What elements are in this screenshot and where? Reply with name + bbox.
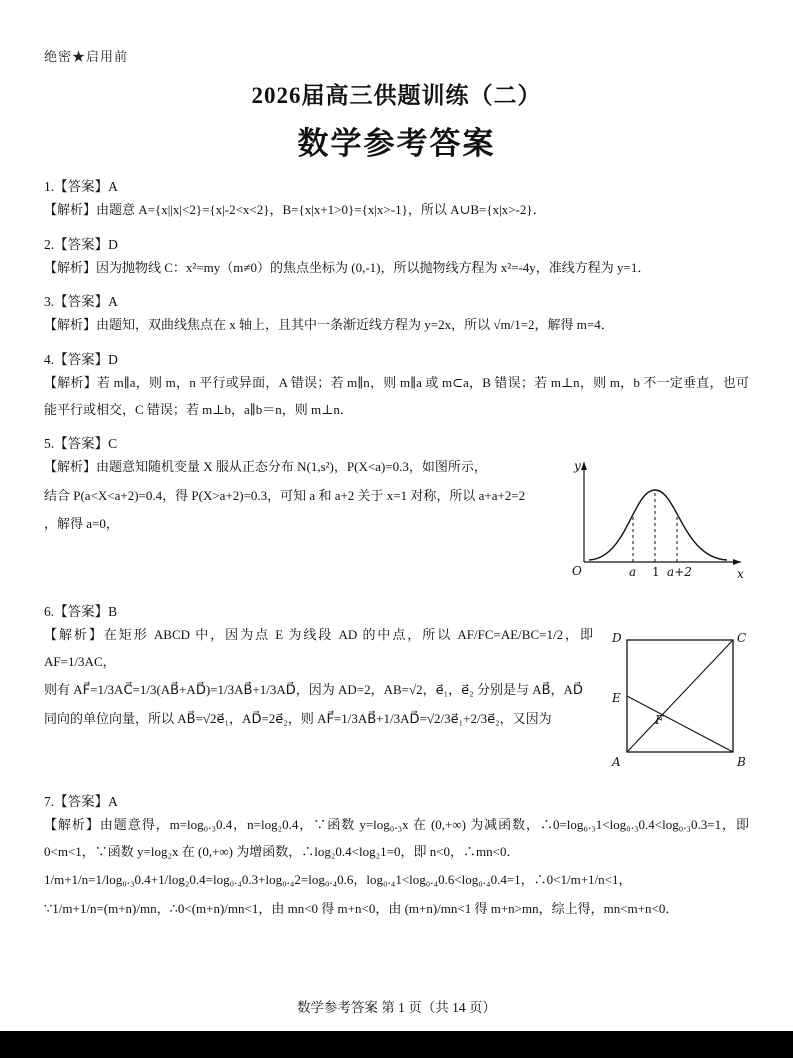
answer-line: 7.【答案】A (44, 794, 118, 810)
analysis-paragraph: 【解析】若 m∥a，则 m，n 平行或异面，A 错误；若 m∥n，则 m∥a 或 m⊂a，B 错误；若 m⊥n，则 m，b 不一定垂直，也可能平行或相交，C 错误；若 m⊥b，a∥b＝n，则 m⊥n． (44, 374, 749, 417)
analysis-paragraph: 【解析】由题意知随机变量 X 服从正态分布 N(1,s²)，P(X<a)=0.3，如图所示， (44, 459, 487, 475)
answer-line: 3.【答案】A (44, 294, 118, 310)
normal-distribution-figure (559, 454, 749, 587)
question-1 (44, 175, 749, 224)
analysis-paragraph: 【解析】由题意得，m=log₀.₃0.4，n=log₂0.4，∵函数 y=log₀.₃x 在 (0,+∞) 为减函数，∴0=log₀.₃1<log₀.₃0.4<log₀.₃0.3=1，即 0<m<1，∵函数 y=log₂x 在 (0,+∞) 为增函数，∴log₂0.4<log₂1=0，即 n<0，∴mn<0． (44, 817, 749, 859)
tick-a-label: a (629, 565, 637, 580)
point-F-label: F (655, 713, 664, 728)
tick-1-label: 1 (652, 565, 660, 580)
point-E-label: E (612, 691, 621, 706)
answer-line: 5.【答案】C (44, 436, 118, 452)
analysis-paragraph: 【解析】由题意 A={x||x|<2}={x|-2<x<2}，B={x|x+1>0}={x|x>-1}，所以 A∪B={x|x>-2}． (44, 202, 546, 217)
corner-D-label: D (612, 631, 622, 646)
security-note: 绝密★启用前 (44, 49, 129, 64)
origin-label: O (572, 564, 582, 579)
analysis-paragraph: ，解得 a=0， (44, 516, 119, 532)
page-footer: 数学参考答案 第 1 页（共 14 页） (296, 1000, 497, 1015)
question-4 (44, 348, 749, 423)
corner-C-label: C (737, 631, 747, 646)
analysis-paragraph: 则有 AF⃗=1/3AC⃗=1/3(AB⃗+AD⃗)=1/3AB⃗+1/3AD⃗，因为 AD=2，AB=√2，e⃗₁，e⃗₂ 分别是与 AB⃗，AD⃗ (44, 682, 583, 698)
bottom-black-bar (0, 1031, 793, 1058)
y-axis-label: y (574, 459, 581, 474)
question-3 (44, 290, 749, 339)
answer-line: 1.【答案】A (44, 179, 118, 194)
answer-line: 6.【答案】B (44, 604, 118, 620)
analysis-paragraph: 结合 P(a<X<a+2)=0.4，得 P(X>a+2)=0.3，可知 a 和 a+2 关于 x=1 对称，所以 a+a+2=2 (44, 487, 526, 503)
corner-B-label: B (737, 755, 746, 770)
analysis-paragraph: 【解析】在矩形 ABCD 中，因为点 E 为线段 AD 的中点，所以 AF/FC=AE/BC=1/2，即 AF=1/3AC， (44, 627, 593, 669)
rectangle-figure (607, 622, 749, 777)
analysis-paragraph: 【解析】因为抛物线 C：x²=my（m≠0）的焦点坐标为 (0,-1)，所以抛物线方程为 x²=-4y，准线方程为 y=1． (44, 259, 651, 275)
question-7 (44, 790, 749, 923)
question-2 (44, 233, 749, 282)
analysis-paragraph: 同向的单位向量，所以 AB⃗=√2e⃗₁，AD⃗=2e⃗₂，则 AF⃗=1/3AB⃗+1/3AD⃗=√2/3e⃗₁+2/3e⃗₂，又因为 (44, 711, 552, 727)
tick-a2-label: a+2 (667, 565, 692, 580)
page-title: 2026届高三供题训练（二） (251, 83, 542, 108)
corner-A-label: A (612, 755, 621, 770)
x-axis-label: x (737, 567, 744, 582)
analysis-paragraph: 1/m+1/n=1/log₀.₃0.4+1/log₂0.4=log₀.₄0.3+log₀.₄2=log₀.₄0.6，log₀.₄1<log₀.₄0.6<log₀.₄0.4=1，∴0<1/m+1/n<1， (44, 872, 632, 888)
analysis-paragraph: ∵1/m+1/n=(m+n)/mn，∴0<(m+n)/mn<1，由 mn<0 得 m+n<0，由 (m+n)/mn<1 得 m+n>mn，综上得，mn<m+n<0． (44, 901, 679, 917)
analysis-paragraph: 【解析】由题知，双曲线焦点在 x 轴上，且其中一条渐近线方程为 y=2x，所以 √m/1=2，解得 m=4． (44, 317, 614, 333)
answer-line: 2.【答案】D (44, 236, 118, 252)
question-5 (44, 432, 749, 591)
page-subtitle: 数学参考答案 (297, 126, 496, 161)
answer-line: 4.【答案】D (44, 351, 118, 367)
question-6 (44, 600, 749, 781)
